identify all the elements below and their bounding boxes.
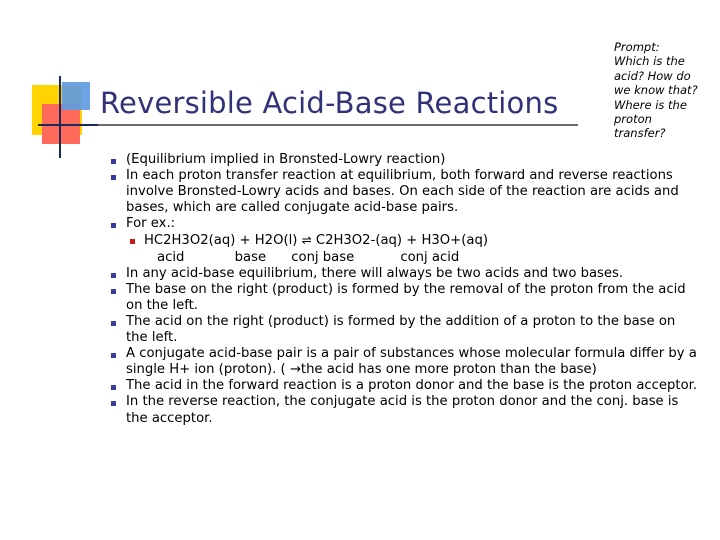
square-bullet-icon [111,385,116,390]
decor-vertical-line [59,76,61,158]
bullet-item [110,216,712,232]
square-bullet-icon [111,175,116,180]
bullet-text: In any acid-base equilibrium, there will always be two acids and two bases. [126,265,624,281]
bullet-item [110,346,712,378]
square-bullet-icon [111,273,116,278]
equation-line [144,232,712,249]
equation-reactants: HC2H3O2(aq) + H2O(l) [144,233,298,249]
bullet-text: A conjugate acid-base pair is a pair of substances whose molecular formula differ by a [126,346,697,362]
title-underline-accent [38,124,98,126]
bullet-text: The acid in the forward reaction is a proton donor and the base is the proton acceptor. [126,378,698,394]
bullet-list [110,152,712,427]
slide-title: Reversible Acid-Base Reactions [100,86,559,120]
equation-labels: acid base conj base conj acid [157,249,460,265]
equation-products: C2H3O2-(aq) + H3O+(aq) [315,233,488,249]
bullet-text: on the left. [126,297,199,313]
bullet-item [110,152,712,168]
prompt-line: Where is the [614,97,687,112]
prompt-line: transfer? [614,126,666,141]
bullet-text: single H+ ion (proton). ( →the acid has one more proton than the base) [126,362,597,378]
square-bullet-icon [111,401,116,406]
prompt-line: proton [614,112,652,127]
bullet-text: For ex.: [126,216,176,232]
bullet-text: The base on the right (product) is formed by the removal of the proton from the acid [126,281,686,297]
square-bullet-icon [111,159,116,164]
bullet-item [110,266,712,282]
square-bullet-icon [130,239,135,244]
bullet-item [110,168,712,216]
prompt-line: Which is the [614,54,685,69]
bullet-item [110,378,712,394]
title-underline [38,124,578,126]
prompt-line: acid? How do [614,68,691,83]
square-bullet-icon [111,289,116,294]
bullet-item [110,314,712,346]
bullet-text: involve Bronsted-Lowry acids and bases. On each side of the reaction are acids and [126,184,679,200]
equilibrium-arrow-icon: ⇌ [301,233,312,248]
square-bullet-icon [111,321,116,326]
square-bullet-icon [111,223,116,228]
bullet-item [110,282,712,314]
decor-blue-square [62,82,90,110]
prompt-line: Prompt: [614,40,660,54]
bullet-text: The acid on the right (product) is formed by the addition of a proton to the base on [126,313,676,329]
square-bullet-icon [111,353,116,358]
prompt-line: we know that? [614,83,698,98]
bullet-text: the left. [126,330,178,346]
bullet-text: bases, which are called conjugate acid-base pairs. [126,200,459,216]
bullet-text: In each proton transfer reaction at equilibrium, both forward and reverse reactions [126,168,673,184]
bullet-item [110,394,712,426]
sub-bullet-item [110,232,712,265]
bullet-text: In the reverse reaction, the conjugate acid is the proton donor and the conj. base is [126,394,679,410]
prompt-note [614,40,714,141]
bullet-text: (Equilibrium implied in Bronsted-Lowry reaction) [126,152,446,167]
bullet-text: the acceptor. [126,410,213,426]
